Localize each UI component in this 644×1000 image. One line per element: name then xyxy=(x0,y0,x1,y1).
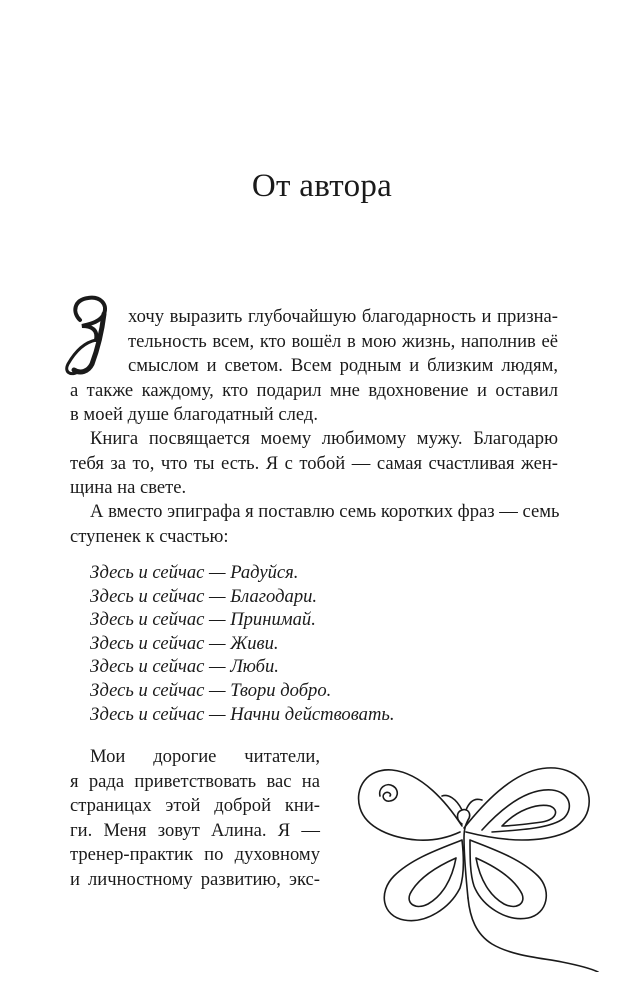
dedication-line: щина на свете. xyxy=(70,477,187,498)
epigraph-line: Здесь и сейчас — Люби. xyxy=(90,656,279,678)
closing-line: я рада приветствовать вас на xyxy=(70,770,320,792)
epigraph-line: Здесь и сейчас — Радуйся. xyxy=(90,562,299,583)
epigraph-intro-line: ступенек к счастью: xyxy=(70,525,229,547)
intro-line: а также каждому, кто подарил мне вдохновение и оставил xyxy=(70,379,558,401)
closing-line: страницах этой доброй кни- xyxy=(70,795,320,816)
closing-line: тренер-практик по духовному xyxy=(70,844,320,865)
intro-paragraph xyxy=(70,305,558,428)
closing-line: Мои дорогие читатели, xyxy=(90,746,320,767)
epigraph-line: Здесь и сейчас — Живи. xyxy=(90,632,279,654)
epigraph-line: Здесь и сейчас — Благодари. xyxy=(90,585,318,607)
dedication-paragraph xyxy=(70,427,558,501)
epigraph-intro-line: А вместо эпиграфа я поставлю семь коротких фраз — семь xyxy=(90,501,560,522)
dedication-line: тебя за то, что ты есть. Я с тобой — самая счастливая жен- xyxy=(70,452,558,474)
epigraph-line: Здесь и сейчас — Начни действовать. xyxy=(90,703,395,725)
epigraph-list xyxy=(90,561,395,726)
intro-line: тельность всем, кто вошёл в мою жизнь, наполнив её xyxy=(128,330,558,352)
closing-paragraph xyxy=(70,745,320,892)
page-title: От автора xyxy=(251,168,393,204)
dedication-line: Книга посвящается моему любимому мужу. Благодарю xyxy=(90,428,558,449)
closing-line: и личностному развитию, экс- xyxy=(70,868,320,890)
butterfly-illustration-icon xyxy=(352,748,604,972)
intro-line: хочу выразить глубочайшую благодарность и призна- xyxy=(128,306,558,327)
epigraph-line: Здесь и сейчас — Твори добро. xyxy=(90,679,332,701)
epigraph-intro-paragraph xyxy=(70,500,558,549)
epigraph-line: Здесь и сейчас — Принимай. xyxy=(90,609,316,631)
intro-line: смыслом и светом. Всем родным и близким людям, xyxy=(128,355,558,376)
closing-line: ги. Меня зовут Алина. Я — xyxy=(70,819,320,841)
intro-line: в моей душе благодатный след. xyxy=(70,404,319,425)
